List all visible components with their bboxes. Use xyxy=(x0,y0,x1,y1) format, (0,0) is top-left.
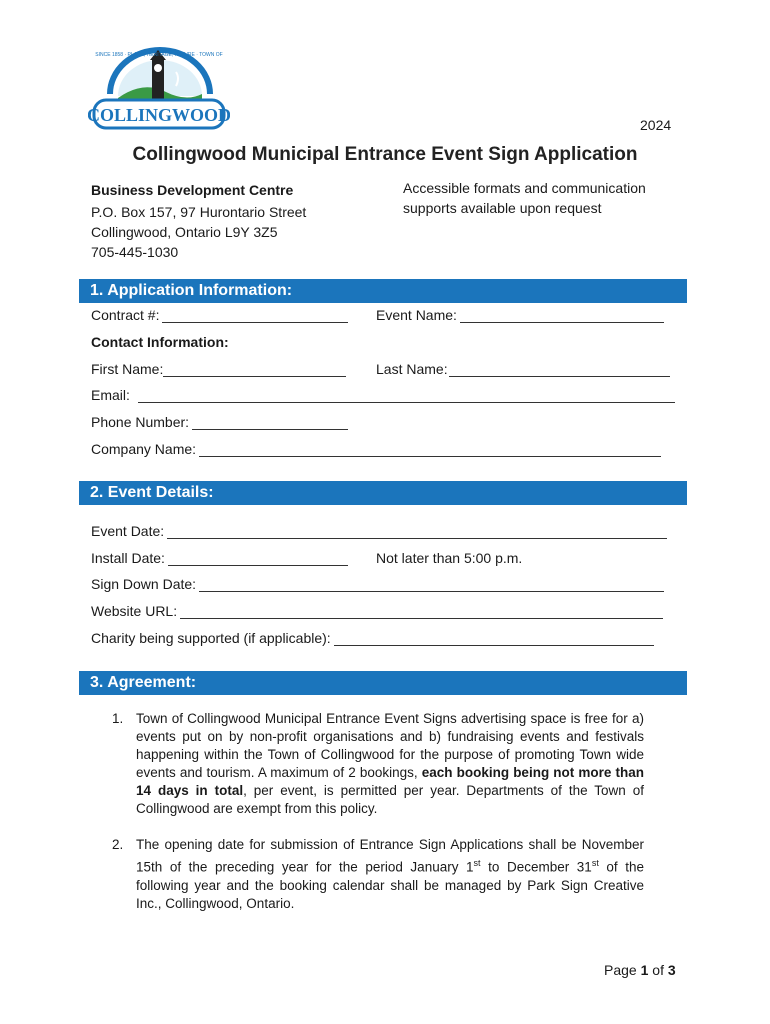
agreement-item-1-number: 1. xyxy=(112,711,124,726)
company-field[interactable] xyxy=(91,441,661,457)
agreement-item-2 xyxy=(112,836,644,913)
charity-input-line[interactable] xyxy=(334,631,654,646)
event-date-input-line[interactable] xyxy=(167,524,667,539)
install-date-label: Install Date: xyxy=(91,550,165,566)
address-line-1: P.O. Box 157, 97 Hurontario Street xyxy=(91,204,307,220)
office-name: Business Development Centre xyxy=(91,182,294,198)
contact-info-heading: Contact Information: xyxy=(91,334,229,350)
first-name-field[interactable] xyxy=(91,361,346,377)
contract-field[interactable] xyxy=(91,307,348,323)
email-label: Email: xyxy=(91,387,130,403)
email-input-line[interactable] xyxy=(138,388,675,403)
last-name-field[interactable] xyxy=(376,361,670,377)
logo-arc-text: SINCE 1858 · PLACE, HERITAGE, NATURE · TOWN OF xyxy=(95,52,223,58)
section-application-info-header: 1. Application Information: xyxy=(79,279,687,303)
logo-wordmark: COLLINGWOOD xyxy=(88,105,230,125)
website-url-input-line[interactable] xyxy=(180,604,663,619)
agreement-item-2-text: The opening date for submission of Entrance Sign Applications shall be November 15th of the preceding year for the period January 1st to December 31st of the following year and the booking calendar shall be managed by Park Sign Creative Inc., Collingwood, Ontario. xyxy=(136,837,644,911)
website-url-field[interactable] xyxy=(91,603,663,619)
sign-down-date-field[interactable] xyxy=(91,576,664,592)
accessibility-line-2: supports available upon request xyxy=(403,200,602,216)
page-title: Collingwood Municipal Entrance Event Sign Application xyxy=(132,144,638,165)
document-year: 2024 xyxy=(640,117,672,133)
install-date-field[interactable] xyxy=(91,550,348,566)
agreement-item-2-number: 2. xyxy=(112,837,124,852)
company-label: Company Name: xyxy=(91,441,197,457)
office-address xyxy=(91,180,306,262)
event-date-label: Event Date: xyxy=(91,523,165,539)
company-input-line[interactable] xyxy=(199,442,661,457)
accessibility-note xyxy=(403,178,646,218)
install-deadline-note: Not later than 5:00 p.m. xyxy=(376,550,523,566)
event-name-field[interactable] xyxy=(376,307,664,323)
phone-input-line[interactable] xyxy=(192,415,348,430)
agreement-item-1 xyxy=(112,710,644,818)
event-name-input-line[interactable] xyxy=(460,308,664,323)
event-date-field[interactable] xyxy=(91,523,667,539)
install-date-input-line[interactable] xyxy=(168,551,348,566)
first-name-label: First Name: xyxy=(91,361,164,377)
contract-label: Contract #: xyxy=(91,307,160,323)
last-name-label: Last Name: xyxy=(376,361,448,377)
charity-field[interactable] xyxy=(91,630,654,646)
agreement-list xyxy=(112,710,644,931)
charity-label: Charity being supported (if applicable): xyxy=(91,630,331,646)
last-name-input-line[interactable] xyxy=(449,362,670,377)
sign-down-date-input-line[interactable] xyxy=(199,577,664,592)
collingwood-logo xyxy=(88,42,230,132)
section-agreement-header: 3. Agreement: xyxy=(79,671,687,695)
agreement-item-1-text: Town of Collingwood Municipal Entrance Event Signs advertising space is free for a) events put on by non-profit organisations and b) fundraising events and festivals happening within the Town of Collingwood for the purpose of promoting Town wide events and tourism. A maximum of 2 bookings, each booking being not more than 14 days in total, per event, is permitted per year. Departments of the Town of Collingwood are exempt from this policy. xyxy=(136,711,644,816)
event-name-label: Event Name: xyxy=(376,307,457,323)
first-name-input-line[interactable] xyxy=(163,362,346,377)
agreement-booking-limit: each booking being not more than 14 days in total xyxy=(136,765,644,798)
address-line-2: Collingwood, Ontario L9Y 3Z5 xyxy=(91,224,278,240)
website-url-label: Website URL: xyxy=(91,603,178,619)
phone-label: Phone Number: xyxy=(91,414,190,430)
sign-down-date-label: Sign Down Date: xyxy=(91,576,197,592)
section-event-details-header: 2. Event Details: xyxy=(79,481,687,505)
email-field[interactable] xyxy=(91,387,675,403)
phone-field[interactable] xyxy=(91,414,348,430)
contract-input-line[interactable] xyxy=(162,308,348,323)
office-phone: 705-445-1030 xyxy=(91,244,179,260)
accessibility-line-1: Accessible formats and communication xyxy=(403,180,646,196)
page-number: Page 1 of 3 xyxy=(604,962,676,978)
